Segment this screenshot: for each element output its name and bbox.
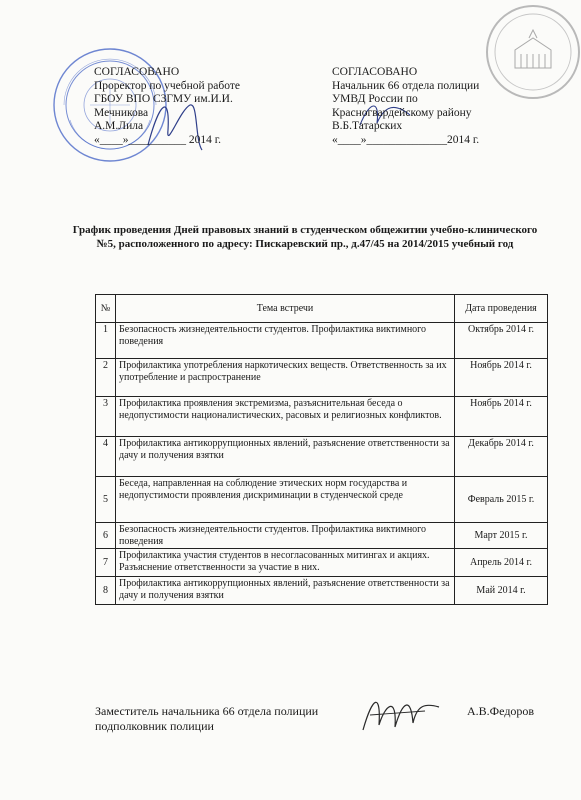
row-topic: Профилактика проявления экстремизма, разъяснительная беседа о недопустимости националистических, расовых и религиозных конфликтов. xyxy=(116,397,455,437)
approval-block-left xyxy=(94,66,240,148)
signatory-name: А.В.Федоров xyxy=(467,704,535,718)
row-topic: Профилактика антикоррупционных явлений, разъяснение ответственности за дачу и получения взятки xyxy=(116,437,455,477)
schedule-table xyxy=(95,294,548,605)
row-num: 8 xyxy=(96,577,116,605)
row-date: Ноябрь 2014 г. xyxy=(455,359,548,397)
row-num: 6 xyxy=(96,523,116,549)
table-row xyxy=(96,577,548,605)
row-num: 3 xyxy=(96,397,116,437)
header-date: Дата проведения xyxy=(455,295,548,323)
row-topic: Безопасность жизнедеятельности студентов. Профилактика виктимного поведения xyxy=(116,523,455,549)
row-date: Февраль 2015 г. xyxy=(455,477,548,523)
row-topic: Безопасность жизнедеятельности студентов. Профилактика виктимного поведения xyxy=(116,323,455,359)
row-date: Октябрь 2014 г. xyxy=(455,323,548,359)
row-topic: Беседа, направленная на соблюдение этических норм государства и недопустимости проявления дискриминации в студенческой среде xyxy=(116,477,455,523)
row-date: Ноябрь 2014 г. xyxy=(455,397,548,437)
approval-block-right xyxy=(332,66,479,148)
approval-line: Красногвардейскому району xyxy=(332,106,472,119)
approval-line: УМВД России по xyxy=(332,93,418,106)
approval-line: В.Б.Татарских xyxy=(332,120,403,133)
header-topic: Тема встречи xyxy=(116,295,455,323)
signatory-position-line: Заместитель начальника 66 отдела полиции xyxy=(95,704,319,718)
row-topic: Профилактика употребления наркотических веществ. Ответственность за их употребление и распространение xyxy=(116,359,455,397)
approval-line: ГБОУ ВПО СЗГМУ им.И.И. xyxy=(94,93,233,106)
table-row xyxy=(96,549,548,577)
table-row xyxy=(96,359,548,397)
approval-heading: СОГЛАСОВАНО xyxy=(94,66,180,78)
row-num: 1 xyxy=(96,323,116,359)
row-date: Май 2014 г. xyxy=(455,577,548,605)
approval-line: Начальник 66 отдела полиции xyxy=(332,79,480,92)
table-row xyxy=(96,397,548,437)
header-num: № xyxy=(96,295,116,323)
row-num: 5 xyxy=(96,477,116,523)
handwritten-signature xyxy=(355,685,445,740)
row-num: 2 xyxy=(96,359,116,397)
row-num: 7 xyxy=(96,549,116,577)
table-row xyxy=(96,523,548,549)
row-date: Март 2015 г. xyxy=(455,523,548,549)
approval-line: А.М.Лила xyxy=(94,120,144,133)
table-header-row xyxy=(96,295,548,323)
signatory-rank-line: подполковник полиции xyxy=(95,719,214,733)
row-topic: Профилактика антикоррупционных явлений, разъяснение ответственности за дачу и получения взятки xyxy=(116,577,455,605)
row-topic: Профилактика участия студентов в несогласованных митингах и акциях. Разъяснение ответственности за участие в них. xyxy=(116,549,455,577)
table-row xyxy=(96,323,548,359)
row-date: Декабрь 2014 г. xyxy=(455,437,548,477)
document-title: График проведения Дней правовых знаний в студенческом общежитии учебно-клинического №5, расположенного по адресу: Пискаревский пр., д.47/45 на 2014/2015 учебный год xyxy=(72,224,538,250)
row-num: 4 xyxy=(96,437,116,477)
gray-seal-emblem xyxy=(481,2,581,104)
approval-line: Мечникова xyxy=(94,106,149,119)
approval-date: «____»______________2014 г. xyxy=(332,133,480,146)
signatory-position xyxy=(95,704,318,734)
approval-date: «____»__________ 2014 г. xyxy=(94,133,222,146)
table-row xyxy=(96,437,548,477)
row-date: Апрель 2014 г. xyxy=(455,549,548,577)
approval-line: Проректор по учебной работе xyxy=(94,79,240,92)
approval-heading: СОГЛАСОВАНО xyxy=(332,66,418,78)
table-row xyxy=(96,477,548,523)
